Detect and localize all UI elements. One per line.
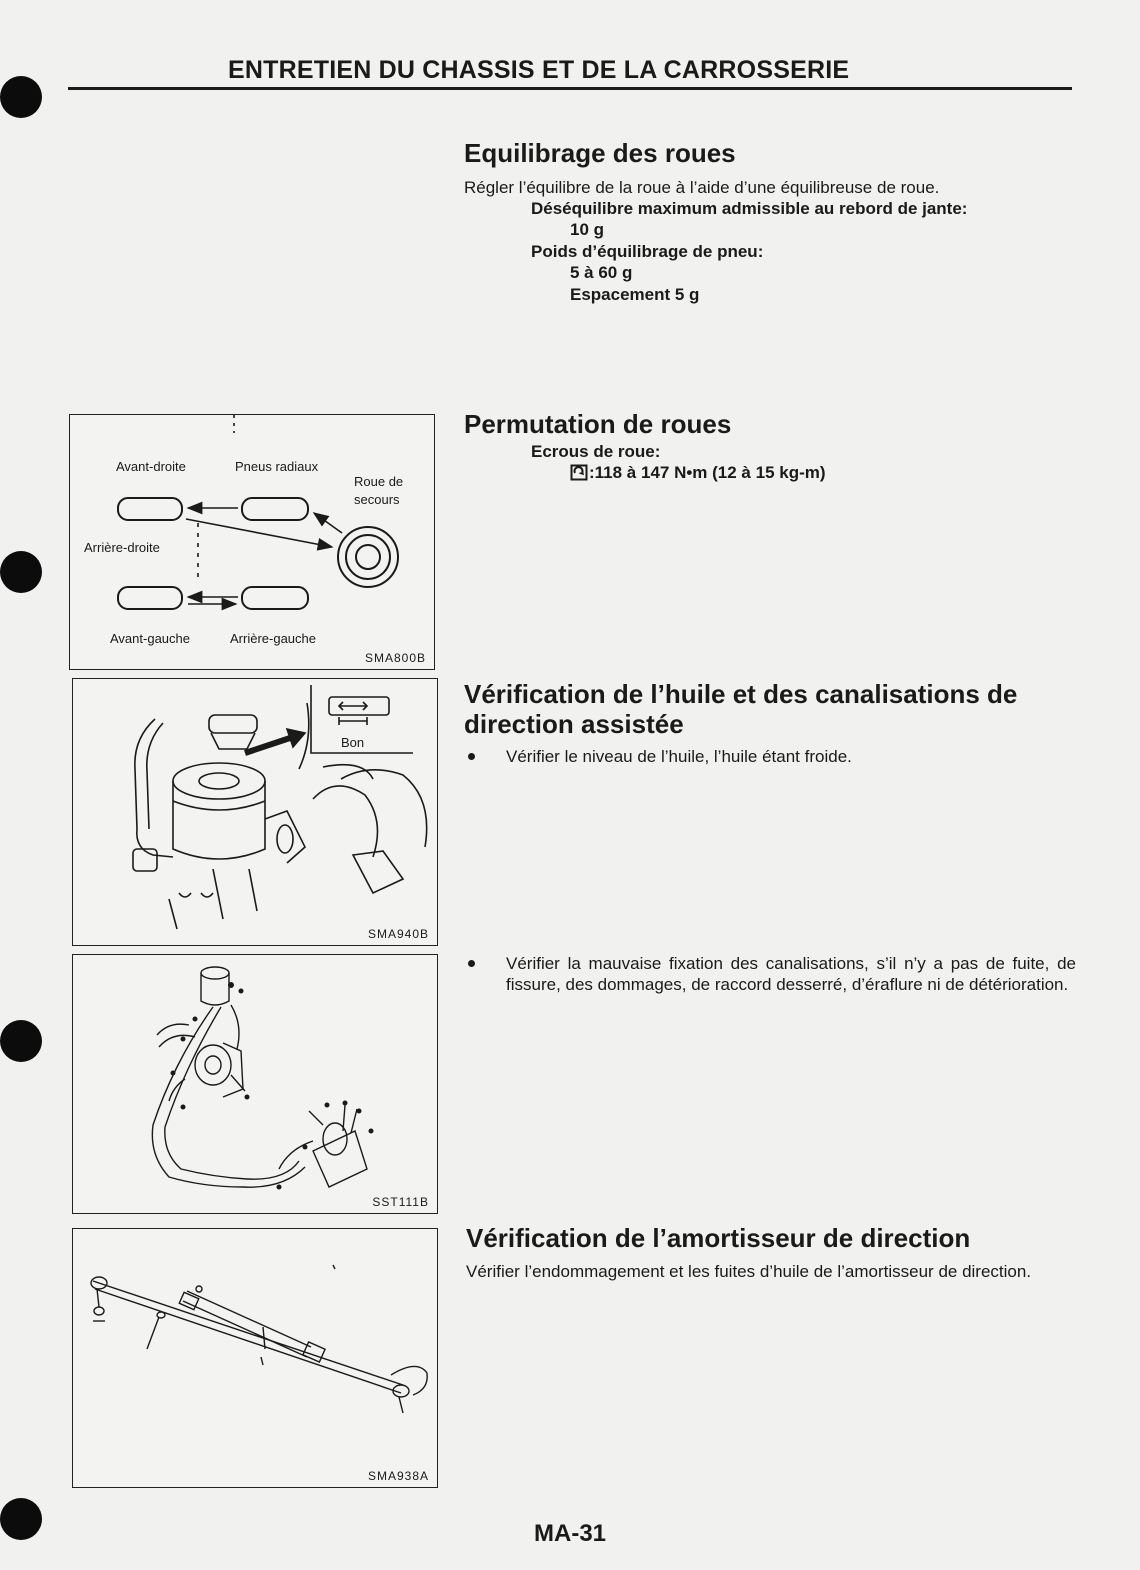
balancing-max-label: Déséquilibre maximum admissible au rebord de jante: — [531, 199, 968, 218]
binder-hole — [0, 551, 42, 593]
torque-wrench-icon — [570, 464, 588, 481]
figure-steering-damper — [72, 1228, 438, 1488]
balancing-weight-label: Poids d’équilibrage de pneu: — [531, 242, 764, 261]
header-rule — [68, 87, 1072, 90]
label-spare-2: secours — [354, 492, 400, 507]
label-rear-left: Arrière-gauche — [230, 631, 316, 646]
section-title-power-steering-2: direction assistée — [464, 709, 684, 739]
reservoir-illustration — [73, 679, 439, 947]
tire-front-right — [118, 498, 182, 520]
label-front-left: Avant-gauche — [110, 631, 190, 646]
figure-steering-lines — [72, 954, 438, 1214]
page-title: ENTRETIEN DU CHASSIS ET DE LA CARROSSERIE — [228, 56, 850, 84]
figure-code: SMA800B — [364, 651, 426, 665]
rotation-nuts-label: Ecrous de roue: — [531, 442, 661, 461]
bullet-dot — [468, 753, 475, 760]
bullet-dot — [468, 960, 475, 967]
tire-rear-right — [242, 498, 308, 520]
label-bon: Bon — [341, 735, 365, 750]
balancing-max-value: 10 g — [570, 220, 605, 239]
figure-code: SST111B — [372, 1195, 429, 1209]
binder-hole — [0, 1020, 42, 1062]
balancing-spacing: Espacement 5 g — [570, 285, 700, 304]
label-spare-1: Roue de — [354, 474, 404, 489]
binder-hole — [0, 76, 42, 118]
power-steering-bullet-2: Vérifier la mauvaise fixation des canalisations, s’il n’y a pas de fuite, de fissure, des dommages, de raccord desserré, d’éraflure ni de détérioration. — [506, 954, 1076, 994]
damper-text: Vérifier l’endommagement et les fuites d’huile de l’amortisseur de direction. — [466, 1262, 1032, 1281]
tire-rear-left — [242, 587, 308, 609]
steering-damper-illustration — [73, 1229, 439, 1489]
figure-wheel-rotation — [69, 414, 435, 670]
tire-front-left — [118, 587, 182, 609]
label-rear-right: Arrière-droite — [84, 540, 160, 555]
section-title-balancing: Equilibrage des roues — [464, 138, 736, 168]
section-title-damper: Vérification de l’amortisseur de direction — [466, 1223, 971, 1253]
figure-code: SMA940B — [367, 927, 429, 941]
figure-code: SMA938A — [367, 1469, 429, 1483]
rotation-torque — [570, 462, 826, 483]
balancing-intro: Régler l’équilibre de la roue à l’aide d’une équilibreuse de roue. — [464, 178, 940, 197]
power-steering-bullet-1: Vérifier le niveau de l’huile, l’huile étant froide. — [506, 747, 852, 766]
section-title-rotation: Permutation de roues — [464, 409, 732, 439]
section-title-power-steering-1: Vérification de l’huile et des canalisations de — [464, 679, 1018, 709]
label-front-right: Avant-droite — [116, 459, 186, 474]
label-radial: Pneus radiaux — [235, 459, 319, 474]
figure-reservoir — [72, 678, 438, 946]
balancing-weight-value: 5 à 60 g — [570, 263, 633, 282]
steering-lines-illustration — [73, 955, 439, 1215]
page-number: MA-31 — [534, 1520, 607, 1547]
rotation-torque-value: :118 à 147 N•m (12 à 15 kg-m) — [589, 463, 826, 482]
binder-hole — [0, 1498, 42, 1540]
